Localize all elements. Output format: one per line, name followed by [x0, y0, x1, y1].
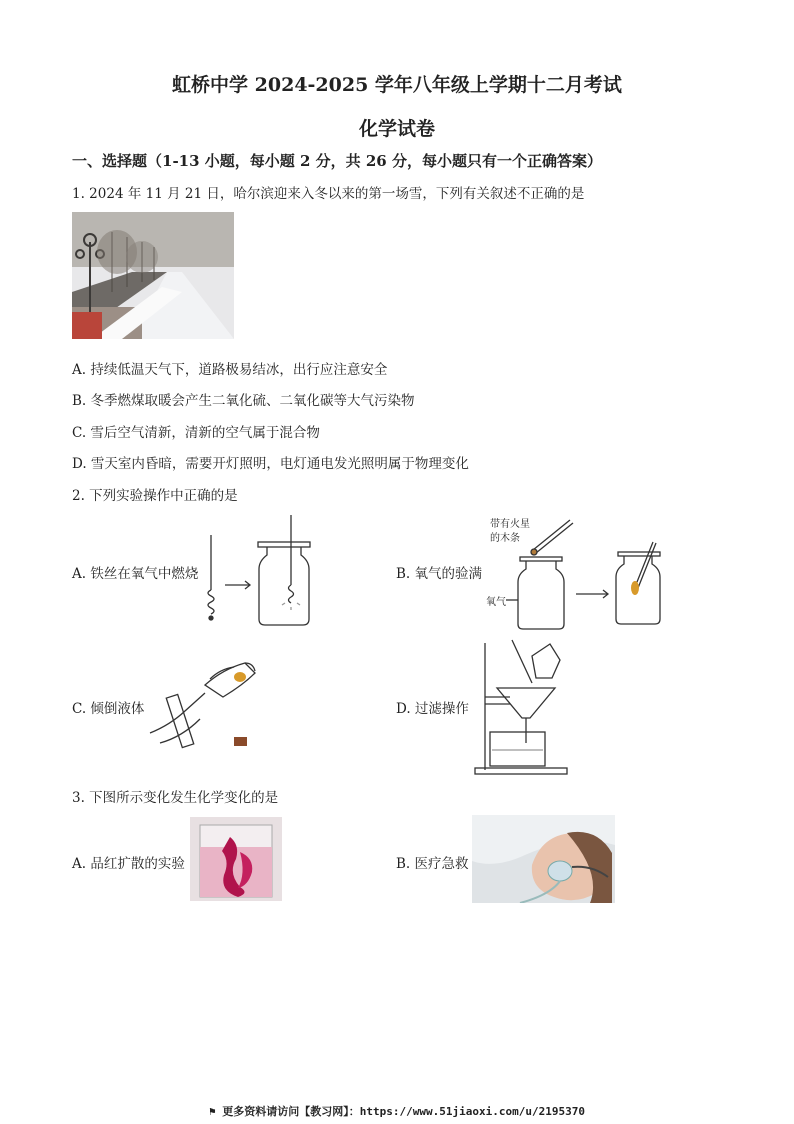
exam-title: 虹桥中学 2024-2025 学年八年级上学期十二月考试 [172, 74, 622, 96]
pouring-liquid-diagram [150, 655, 280, 755]
glowing-stick-label-line1: 带有火星 [490, 519, 530, 530]
q3-option-a: A. 品红扩散的实验 [72, 856, 185, 872]
q2-option-a: A. 铁丝在氧气中燃烧 [72, 566, 199, 582]
q2-option-b: B. 氧气的验满 [396, 566, 483, 582]
filtration-diagram [470, 638, 570, 778]
oxygen-label: 氧气 [486, 597, 506, 608]
footer-text: 更多资料请访问【教习网】：https://www.51jiaoxi.com/u/2195370 [222, 1105, 585, 1118]
q3-option-b: B. 医疗急救 [396, 856, 469, 872]
q1-option-d: D. 雪天室内昏暗，需要开灯照明，电灯通电发光照明属于物理变化 [72, 456, 469, 472]
glowing-stick-label-line2: 的木条 [490, 533, 520, 544]
oxygen-test-diagram [490, 512, 670, 632]
question-2-stem: 2. 下列实验操作中正确的是 [72, 488, 238, 504]
q1-option-b: B. 冬季燃煤取暖会产生二氧化硫、二氧化碳等大气污染物 [72, 393, 415, 409]
flag-icon: ⚑ [209, 1105, 223, 1118]
section-heading: 一、选择题（1-13 小题，每小题 2 分，共 26 分，每小题只有一个正确答案） [72, 152, 602, 170]
q1-option-a: A. 持续低温天气下，道路极易结冰，出行应注意安全 [72, 362, 388, 378]
question-1-stem: 1. 2024 年 11 月 21 日，哈尔滨迎来入冬以来的第一场雪，下列有关叙述不正确的是 [72, 186, 585, 202]
dye-diffusion-photo [190, 817, 282, 901]
exam-subtitle: 化学试卷 [358, 118, 435, 140]
q2-option-c: C. 倾倒液体 [72, 701, 145, 717]
medical-oxygen-photo [472, 815, 615, 903]
snow-street-photo [72, 212, 234, 339]
q1-option-c: C. 雪后空气清新，清新的空气属于混合物 [72, 425, 320, 441]
footer-link[interactable] [0, 1103, 794, 1119]
q2-option-d: D. 过滤操作 [396, 701, 469, 717]
question-3-stem: 3. 下图所示变化发生化学变化的是 [72, 790, 279, 806]
iron-wire-burning-diagram [195, 515, 325, 630]
